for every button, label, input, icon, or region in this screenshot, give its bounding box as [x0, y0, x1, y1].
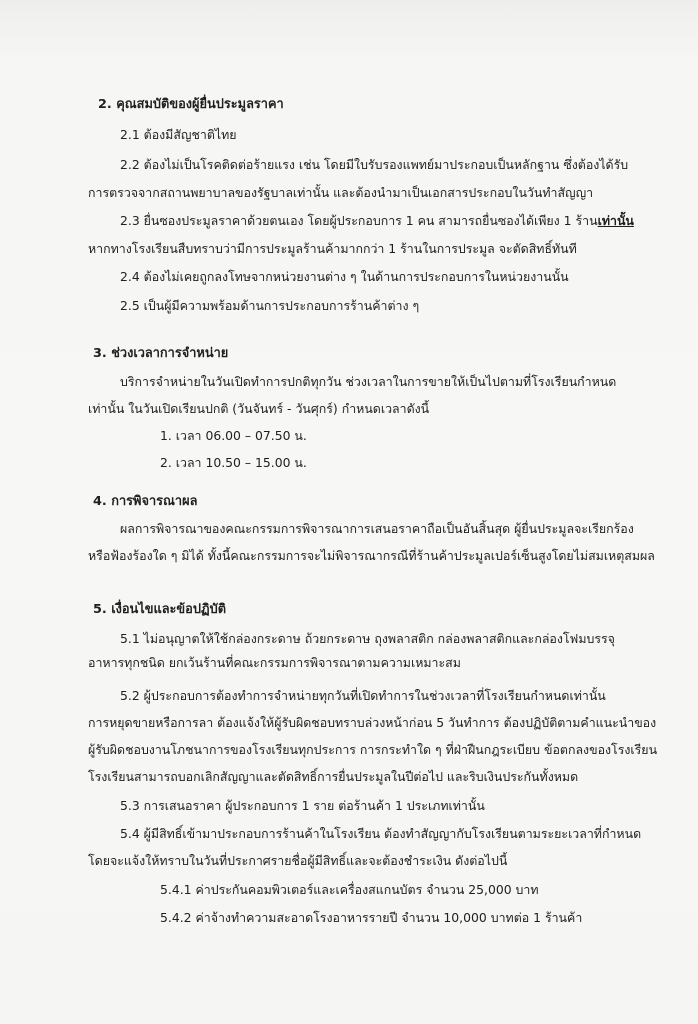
item-5-3: 5.3 การเสนอราคา ผู้ประกอบการ 1 ราย ต่อร้านค้า 1 ประเภทเท่านั้น — [120, 798, 485, 813]
section-2-heading: 2. คุณสมบัติของผู้ยื่นประมูลราคา — [98, 97, 284, 112]
section-5-heading: 5. เงื่อนไขและข้อปฏิบัติ — [93, 602, 227, 617]
time-slot-2: 2. เวลา 10.50 – 15.00 น. — [160, 455, 307, 470]
item-2-3-line2: หากทางโรงเรียนสืบทราบว่ามีการประมูลร้านค้ามากกว่า 1 ร้านในการประมูล จะตัดสิทธิ์ทันที — [88, 241, 577, 256]
item-2-2-line2: การตรวจจากสถานพยาบาลของรัฐบาลเท่านั้น และต้องนำมาเป็นเอกสารประกอบในวันทำสัญญา — [88, 185, 594, 200]
item-5-2-line1: 5.2 ผู้ประกอบการต้องทำการจำหน่ายทุกวันที่เปิดทำการในช่วงเวลาที่โรงเรียนกำหนดเท่านั้น — [120, 688, 606, 703]
item-5-1-line2: อาหารทุกชนิด ยกเว้นร้านที่คณะกรรมการพิจารณาตามความเหมาะสม — [88, 655, 461, 670]
item-2-4: 2.4 ต้องไม่เคยถูกลงโทษจากหน่วยงานต่าง ๆ ในด้านการประกอบการในหน่วยงานนั้น — [120, 269, 569, 284]
item-2-5: 2.5 เป็นผู้มีความพร้อมด้านการประกอบการร้านค้าต่าง ๆ — [120, 298, 420, 313]
item-5-4-2: 5.4.2 ค่าจ้างทำความสะอาดโรงอาหารรายปี จำนวน 10,000 บาทต่อ 1 ร้านค้า — [160, 910, 583, 925]
item-2-3-text: 2.3 ยื่นซองประมูลราคาด้วยตนเอง โดยผู้ประกอบการ 1 คน สามารถยื่นซองได้เพียง 1 ร้าน — [120, 213, 598, 228]
item-5-2-line3: ผู้รับผิดชอบงานโภชนาการของโรงเรียนทุกประการ การกระทำใด ๆ ที่ฝ่าฝืนกฎระเบียบ ข้อตกลงของโรงเรียน — [88, 742, 658, 757]
section-4-para-line2: หรือฟ้องร้องใด ๆ มิได้ ทั้งนี้คณะกรรมการจะไม่พิจารณากรณีที่ร้านค้าประมูลเปอร์เซ็นสูงโดยไม่สมเหตุสมผล — [88, 548, 655, 563]
item-2-3-emphasis: เท่านั้น — [597, 213, 634, 228]
section-4-para-line1: ผลการพิจารณาของคณะกรรมการพิจารณาการเสนอราคาถือเป็นอันสิ้นสุด ผู้ยื่นประมูลจะเรียกร้อง — [120, 521, 634, 536]
item-5-2-line4: โรงเรียนสามารถบอกเลิกสัญญาและตัดสิทธิ์การยื่นประมูลในปีต่อไป และริบเงินประกันทั้งหมด — [88, 769, 579, 784]
section-4-heading: 4. การพิจารณาผล — [93, 494, 198, 509]
section-3-para-line2: เท่านั้น ในวันเปิดเรียนปกติ (วันจันทร์ - วันศุกร์) กำหนดเวลาดังนี้ — [88, 401, 430, 416]
section-3-para-line1: บริการจำหน่ายในวันเปิดทำการปกติทุกวัน ช่วงเวลาในการขายให้เป็นไปตามที่โรงเรียนกำหนด — [120, 374, 617, 389]
item-5-4-line2: โดยจะแจ้งให้ทราบในวันที่ประกาศรายชื่อผู้มีสิทธิ์และจะต้องชำระเงิน ดังต่อไปนี้ — [88, 853, 508, 868]
time-slot-1: 1. เวลา 06.00 – 07.50 น. — [160, 428, 307, 443]
item-2-2-line1: 2.2 ต้องไม่เป็นโรคติดต่อร้ายแรง เช่น โดยมีใบรับรองแพทย์มาประกอบเป็นหลักฐาน ซึ่งต้องได้รับ — [120, 157, 629, 172]
section-3-heading: 3. ช่วงเวลาการจำหน่าย — [93, 346, 229, 361]
item-2-3-line1 — [120, 213, 634, 229]
item-5-1-line1: 5.1 ไม่อนุญาตให้ใช้กล่องกระดาษ ถ้วยกระดาษ ถุงพลาสติก กล่องพลาสติกและกล่องโฟมบรรจุ — [120, 631, 615, 646]
item-5-4-line1: 5.4 ผู้มีสิทธิ์เข้ามาประกอบการร้านค้าในโรงเรียน ต้องทำสัญญากับโรงเรียนตามระยะเวลาที่กำหนด — [120, 826, 642, 841]
item-5-2-line2: การหยุดขายหรือการลา ต้องแจ้งให้ผู้รับผิดชอบทราบล่วงหน้าก่อน 5 วันทำการ ต้องปฏิบัติตามคำแนะนำของ — [88, 715, 657, 730]
item-5-4-1: 5.4.1 ค่าประกันคอมพิวเตอร์และเครื่องสแกนบัตร จำนวน 25,000 บาท — [160, 882, 539, 897]
item-2-1: 2.1 ต้องมีสัญชาติไทย — [120, 127, 237, 142]
